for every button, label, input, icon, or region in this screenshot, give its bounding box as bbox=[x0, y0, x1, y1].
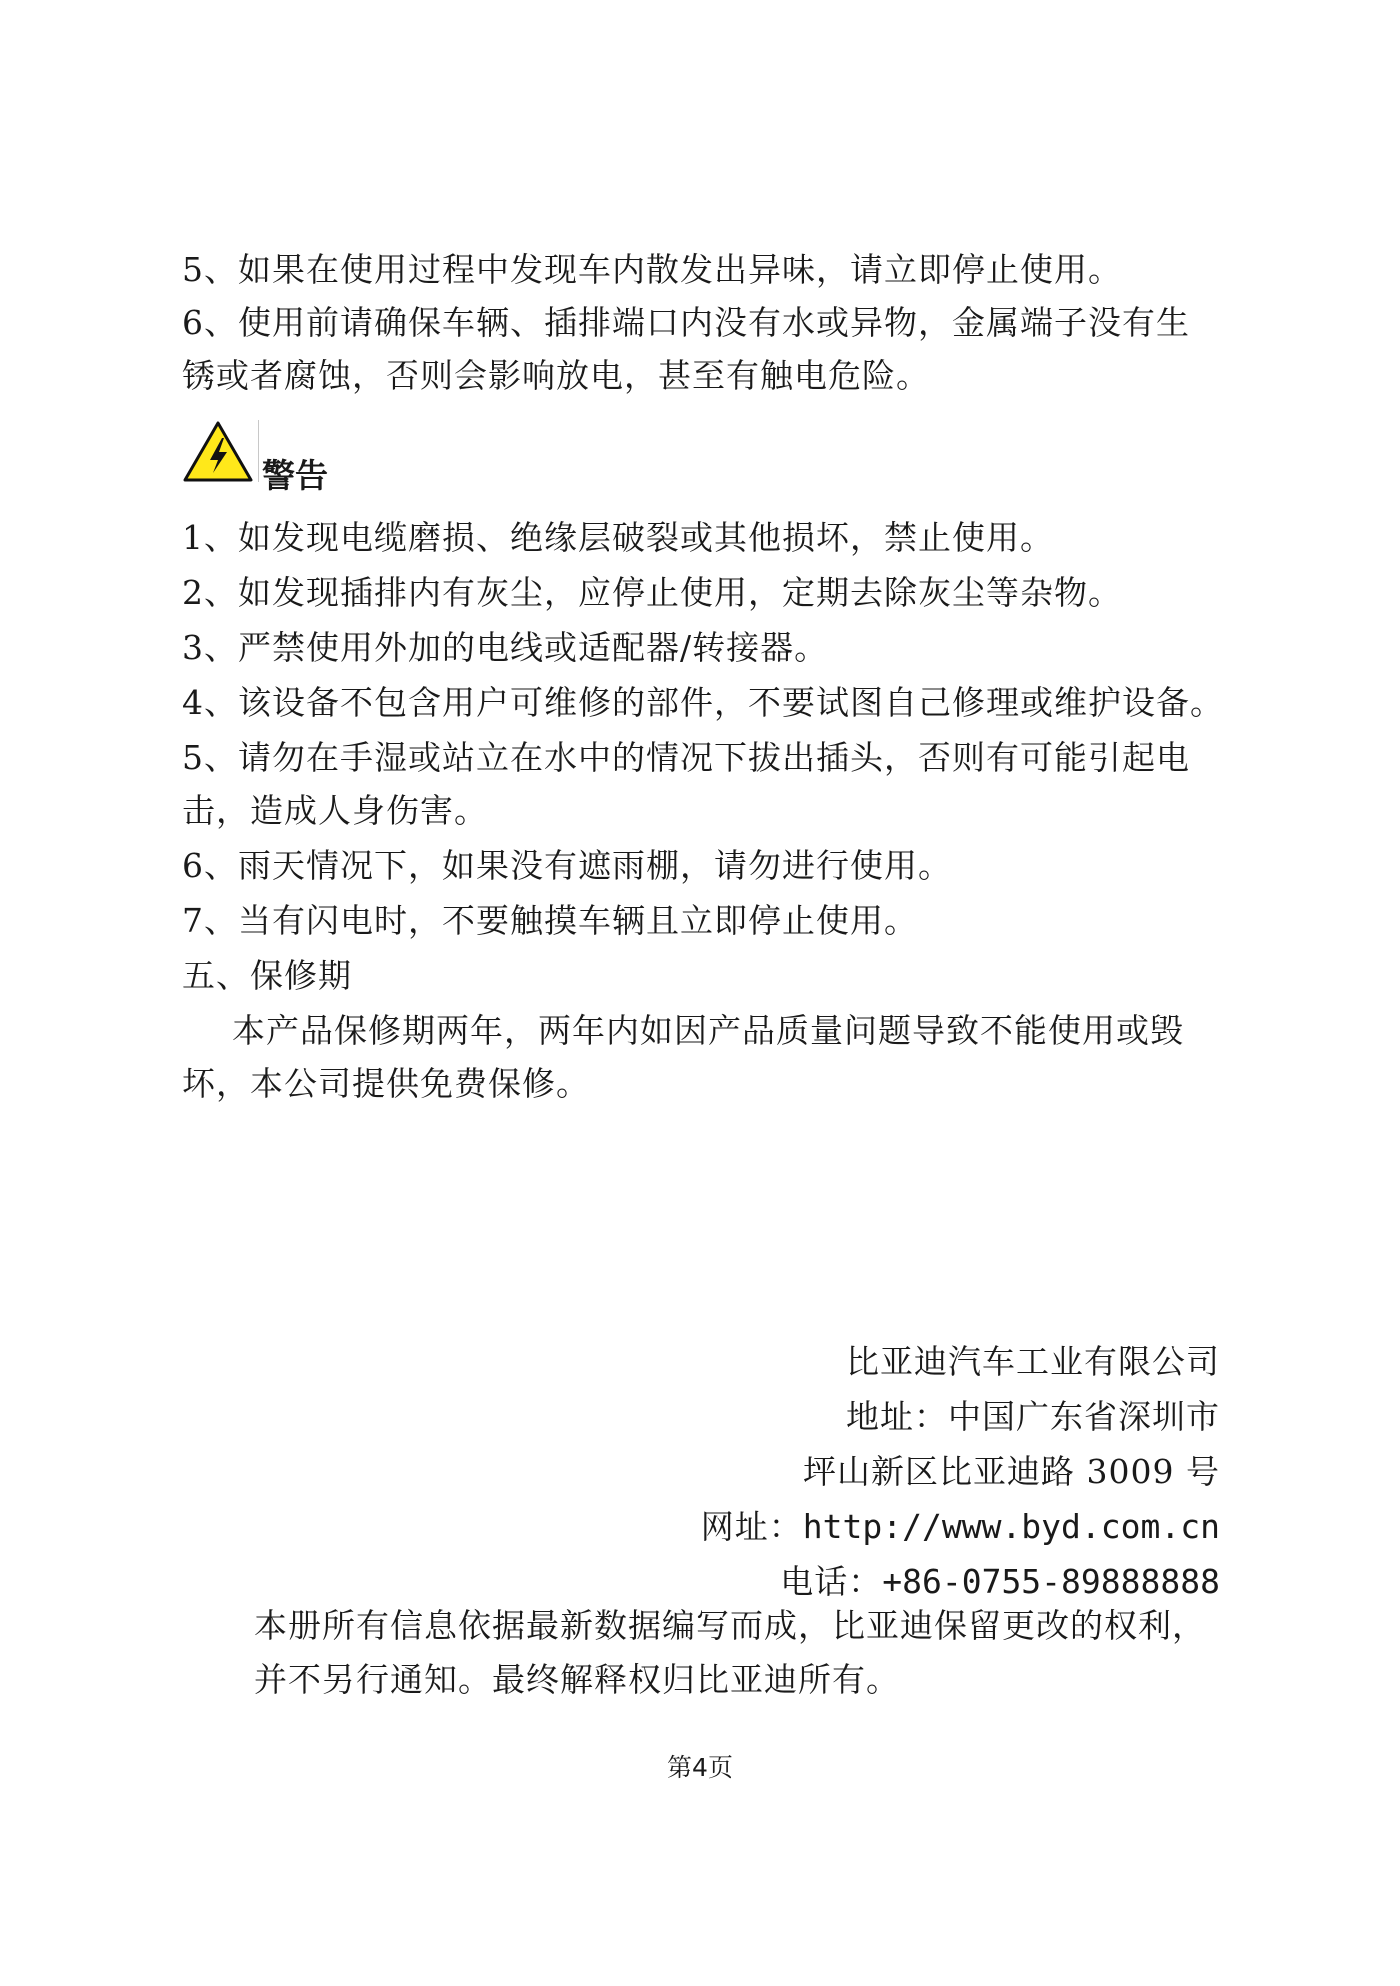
website-label: 网址： bbox=[700, 1507, 803, 1546]
warning-item: 5、请勿在手湿或站立在水中的情况下拔出插头，否则有可能引起电 bbox=[182, 738, 1190, 777]
website-link[interactable]: http://www.byd.com.cn bbox=[802, 1507, 1220, 1546]
warning-item: 7、当有闪电时，不要触摸车辆且立即停止使用。 bbox=[182, 901, 918, 940]
company-website bbox=[701, 1507, 1220, 1547]
warranty-heading: 五、保修期 bbox=[182, 956, 352, 995]
paragraph-line: 锈或者腐蚀，否则会影响放电，甚至有触电危险。 bbox=[182, 356, 930, 395]
warning-header bbox=[182, 420, 382, 500]
phone-number: +86-0755-89888888 bbox=[882, 1562, 1220, 1601]
warranty-text-line: 本产品保修期两年，两年内如因产品质量问题导致不能使用或毁 bbox=[232, 1011, 1184, 1050]
warning-item: 3、严禁使用外加的电线或适配器/转接器。 bbox=[182, 628, 829, 667]
page-number: 第4页 bbox=[667, 1753, 733, 1782]
warning-item: 击，造成人身伤害。 bbox=[182, 791, 488, 830]
company-name: 比亚迪汽车工业有限公司 bbox=[846, 1342, 1220, 1381]
company-address-line: 坪山新区比亚迪路 3009 号 bbox=[803, 1452, 1220, 1491]
company-phone bbox=[780, 1562, 1220, 1602]
paragraph-line: 6、使用前请确保车辆、插排端口内没有水或异物，金属端子没有生 bbox=[182, 303, 1190, 342]
notice-line: 并不另行通知。最终解释权归比亚迪所有。 bbox=[254, 1660, 900, 1699]
paragraph-line: 5、如果在使用过程中发现车内散发出异味，请立即停止使用。 bbox=[182, 250, 1122, 289]
phone-label: 电话： bbox=[780, 1562, 883, 1601]
warranty-text-line: 坏，本公司提供免费保修。 bbox=[182, 1064, 590, 1103]
warning-item: 1、如发现电缆磨损、绝缘层破裂或其他损坏，禁止使用。 bbox=[182, 518, 1054, 557]
warning-divider bbox=[258, 420, 259, 482]
warning-title: 警告 bbox=[262, 456, 328, 495]
warning-item: 2、如发现插排内有灰尘，应停止使用，定期去除灰尘等杂物。 bbox=[182, 573, 1122, 612]
warning-item: 4、该设备不包含用户可维修的部件，不要试图自己修理或维护设备。 bbox=[182, 683, 1224, 722]
company-address-line: 地址：中国广东省深圳市 bbox=[846, 1397, 1220, 1436]
notice-line: 本册所有信息依据最新数据编写而成，比亚迪保留更改的权利， bbox=[254, 1606, 1206, 1645]
warning-item: 6、雨天情况下，如果没有遮雨棚，请勿进行使用。 bbox=[182, 846, 952, 885]
high-voltage-warning-icon bbox=[182, 420, 254, 484]
